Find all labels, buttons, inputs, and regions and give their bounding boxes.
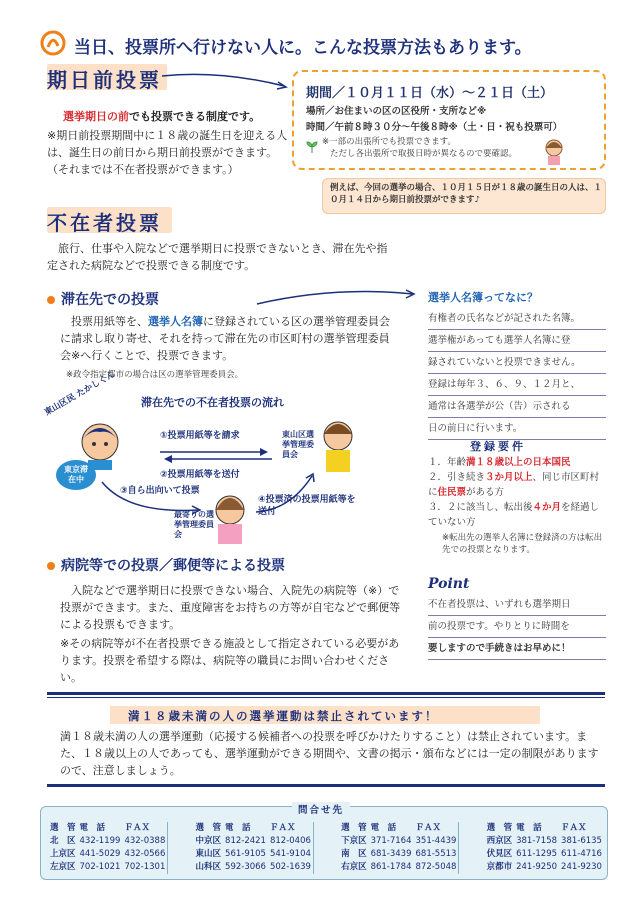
minor-top-stripe2 [47,697,605,698]
req-1: １．年齢満１８歳以上の日本国民 [428,457,571,468]
sub2-note: ※その病院等が不在者投票できる施設として指定されている必要があります。投票を希望する際は、病院等の職員にお問い合わせください。 [60,637,400,684]
early-heading: 期日前投票 [47,68,162,92]
req-note: ※転出先の選挙人名簿に登録済の方は転出先での投票となります。 [442,533,603,555]
req-list [428,455,608,530]
point-line: 前の投票です。やりとりに時間を [428,616,606,638]
nearby-label: 最寄りの選挙管理委員会 [174,510,214,539]
roll-question: 選挙人名簿ってなに？ [428,291,538,304]
bullet-dot-icon [47,562,55,570]
nearby-girl-icon [210,492,250,546]
contact-row: 東山区 561-9105 541-9104 [195,849,311,859]
example-text: 例えば、今回の選挙の場合、１０月１５日が１８歳の誕生日の人は、１０月１４日から期日前投票ができます♪ [330,183,603,205]
contact-row: 山科区 592-3066 502-1639 [195,862,311,872]
contact-row: 伏見区 611-1295 611-4716 [486,849,602,859]
sprout-icon [306,138,318,150]
flow-person-label: 東山区民 たかしくん [43,369,117,418]
committee-label: 東山区選挙管理委員会 [282,430,314,459]
contact-row: 左京区 702-1021 702-1301 [50,862,166,872]
sub2-heading: 病院等での投票／郵便等による投票 [47,555,285,575]
sub2-text: 入院などで選挙期日に投票できない場合、入院先の病院等（※）で投票ができます。また、重度障害をお持ちの方等が自宅などで郵便等による投票もできます。 [60,584,401,631]
point-label: Point [428,576,470,592]
req-3: ３．２に該当し、転出後４か月を経過していない方 [428,502,600,528]
roll-line: 選挙権があっても選挙人名簿に登 [428,330,606,352]
early-box-note2: ただし各出張所で取扱日時が異なるので要確認。 [330,149,518,159]
flow-title: 滞在先での不在者投票の流れ [141,396,284,409]
req-title: 登録要件 [470,440,526,453]
contact-group: 選 管 電 話 ＦＡＸ 北 区 432-1199 432-0388 上京区 441-5029 432-0566 左京区 702-1021 702-1301 [48,822,168,874]
roll-line: 登録は毎年３、６、９、１２月と、 [428,374,606,396]
bullet-dot-icon [47,296,55,304]
contact-row: 西京区 381-7158 381-6135 [486,836,602,846]
sub1-text: 投票用紙等を、選挙人名簿に登録されている区の選挙管理委員会に請求し取り寄せ、それを持って滞在先の市区町村の選挙管理委員会※へ行くことで、投票できます。 [60,315,390,362]
absentee-heading: 不在者投票 [47,211,162,235]
contact-row: 京都市 241-9250 241-9230 [486,862,602,872]
point-line: 要しますので手続きはお早めに！ [428,638,606,660]
page-title: 当日、投票所へ行けない人に。こんな投票方法もあります。 [74,38,532,58]
arrow-to-box [160,68,290,94]
early-place: 場所／お住まいの区の区役所・支所など※ [306,106,487,117]
roll-line: 通常は各選挙が公（告）示される [428,396,606,418]
contact-group: 選 管 電 話 ＦＡＸ 下京区 371-7164 351-4439 南 区 681-3439 681-5513 右京区 861-1784 872-5048 [339,822,459,874]
committee-boy [318,418,358,474]
nearby-girl [210,492,250,546]
girl-illustration [542,138,566,166]
minor-title: 満１８歳未満の人の選挙運動は禁止されています！ [128,709,439,723]
contact-row: 北 区 432-1199 432-0388 [50,836,166,846]
roll-line: 録されていないと投票できません。 [428,352,606,374]
absentee-lead: 旅行、仕事や入院などで選挙期日に投票できないとき、滞在先や指定された病院などで投票できる制度です。 [47,242,388,272]
early-time: 時間／午前８時３０分～午後８時※（土・日・祝も投票可） [306,122,563,133]
minor-bottom-stripe [47,784,605,787]
flow-step4: ④投票済の投票用紙等を送付 [258,495,356,517]
contact-row: 右京区 861-1784 872-5048 [341,862,457,872]
flow-step2: ②投票用紙等を送付 [160,448,272,480]
contact-row: 中京区 812-2421 812-0406 [195,836,311,846]
committee-boy-icon [318,418,358,474]
point-line: 不在者投票は、いずれも選挙期日 [428,594,606,616]
contact-group: 選 管 電 話 ＦＡＸ 中京区 812-2421 812-0406 東山区 561-9105 541-9104 山科区 592-3066 502-1639 [194,822,314,874]
sub1-heading: 滞在先での投票 [47,289,159,309]
girl-icon [542,138,566,166]
logo-icon [40,30,66,56]
roll-link[interactable]: 選挙人名簿 [148,315,203,328]
contact-title: 問合せ先 [292,802,350,816]
early-box-note1: ※一部の出張所でも投票できます。 [322,137,456,147]
early-lead: 選挙期日の前でも投票できる制度です。 [63,110,261,123]
early-note: ※期日前投票期間中に１８歳の誕生日を迎える人は、誕生日の前日から期日前投票ができます。（それまでは不在者投票ができます。） [47,129,288,176]
sub1-note: ※政令指定都市の場合は区の選挙管理委員会。 [66,370,244,380]
roll-line: 有権者の氏名などが記された名簿。 [428,308,606,330]
roll-line: 日の前日に行います。 [428,418,606,440]
minor-top-stripe [47,692,605,695]
contact-row: 上京区 441-5029 432-0566 [50,849,166,859]
early-period: 期間／１０月１１日（水）～２１日（土） [306,86,554,101]
arrow-to-roll [255,286,420,308]
flow-step1: ①投票用紙等を請求 [160,428,272,460]
roll-lines [428,308,606,440]
contact-row: 下京区 371-7164 351-4439 [341,836,457,846]
contact-groups [48,822,604,874]
contact-row: 南 区 681-3439 681-5513 [341,849,457,859]
minor-text: 満１８歳未満の人の選挙運動（応援する候補者への投票を呼びかけたりすること）は禁止されています。また、１８歳以上の人であっても、選挙運動ができる期間や、文書の掲示・頒布などには一定の制限がありますので、注意しましょう。 [60,730,599,777]
req-2: ２．引き続き３か月以上、同じ市区町村に住民票がある方 [428,472,600,498]
header-logo [40,30,66,56]
flow-arrow4 [250,472,320,516]
point-lines [428,594,606,660]
tokyo-label: 東京滞在中 [64,465,88,484]
flow-step3: ③自ら出向いて投票 [120,486,200,496]
contact-group: 選 管 電 話 ＦＡＸ 西京区 381-7158 381-6135 伏見区 611-1295 611-4716 京都市 241-9250 241-9230 [486,823,602,872]
